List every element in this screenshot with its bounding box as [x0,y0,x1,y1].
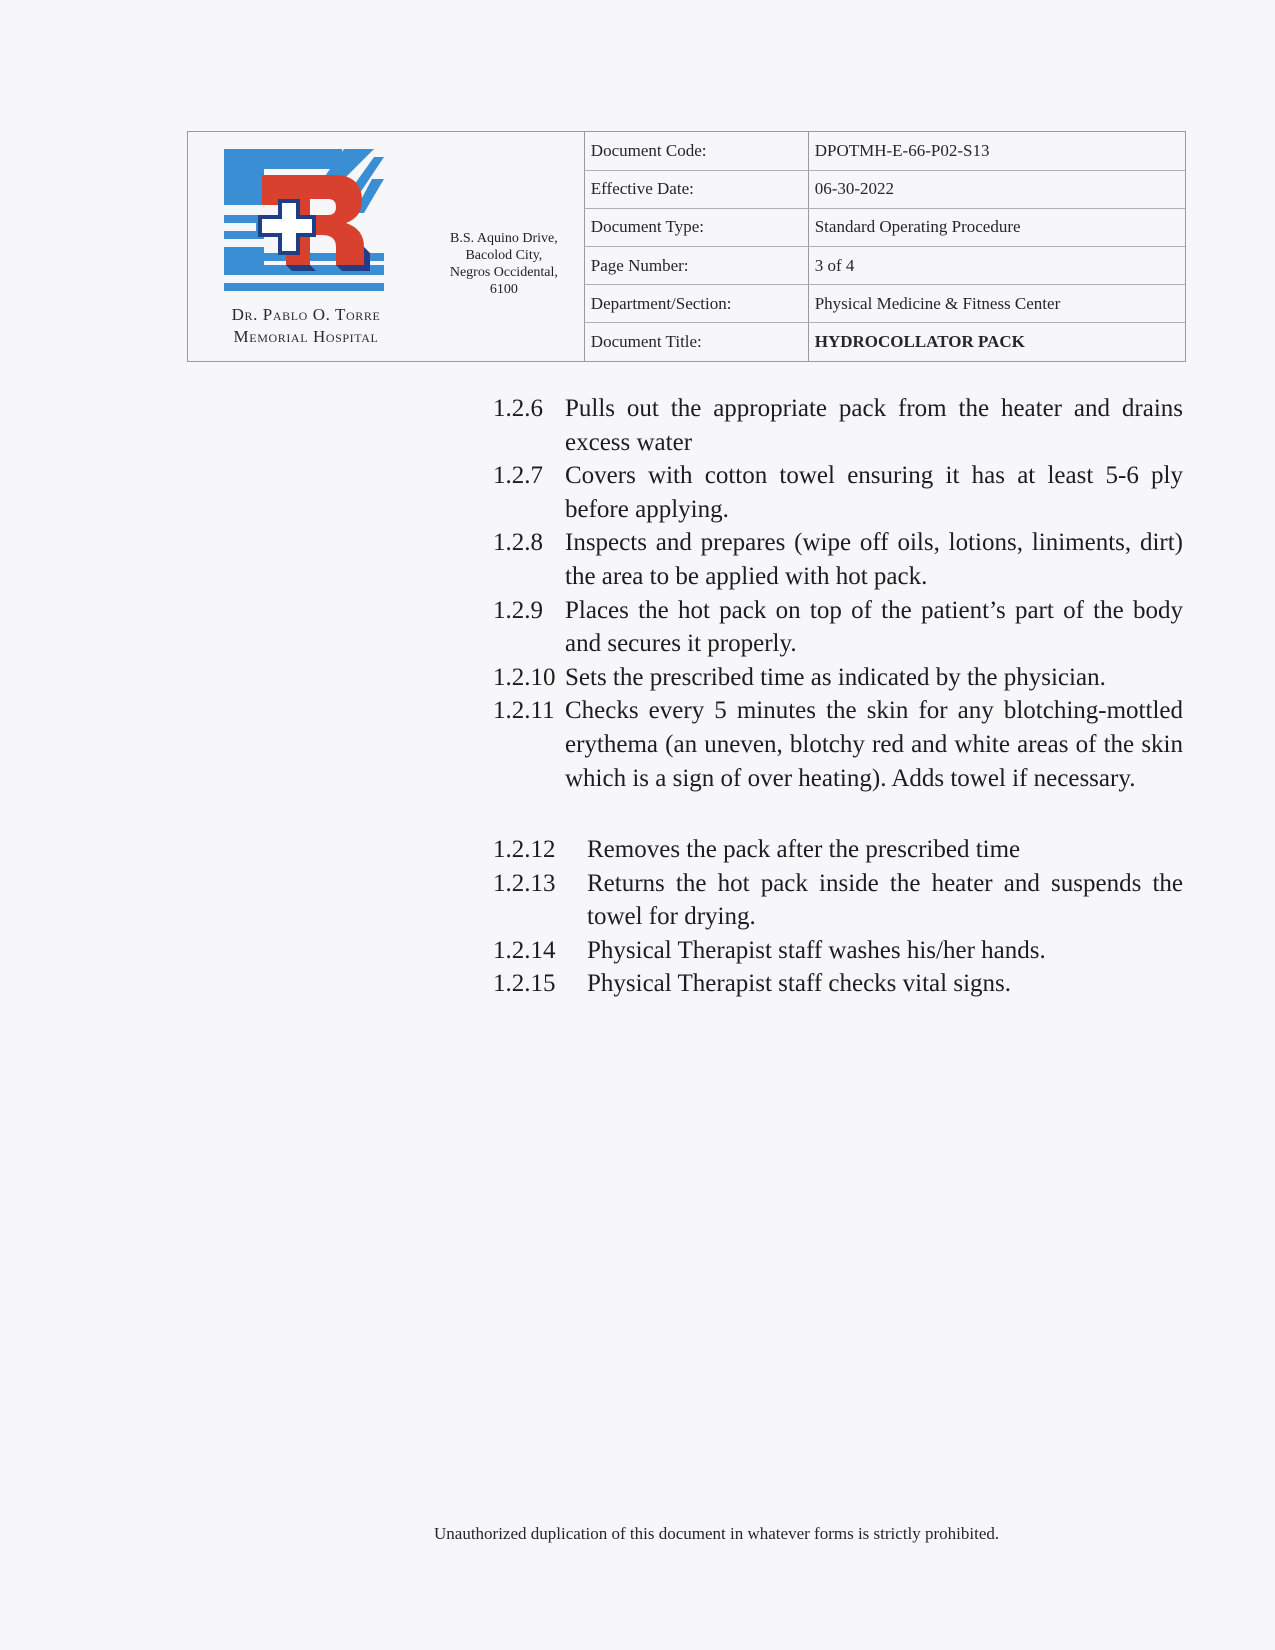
step-text: Pulls out the appropriate pack from the heater and drains excess water [565,395,1183,456]
info-value: DPOTMH-E-66-P02-S13 [808,132,1185,170]
procedure-step [493,867,1183,934]
address-line: Bacolod City, [465,248,543,263]
info-value: Physical Medicine & Fitness Center [808,285,1185,323]
hospital-name [188,304,424,348]
procedure-steps-list [493,392,1183,795]
step-text: Physical Therapist staff checks vital signs. [587,970,1011,998]
info-label: Document Title: [584,323,808,361]
info-row [584,170,1185,208]
step-text: Covers with cotton towel ensuring it has at least 5-6 ply before applying. [565,462,1183,523]
step-number: 1.2.7 [493,462,543,490]
info-row [584,323,1185,361]
step-number: 1.2.6 [493,395,543,422]
hospital-logo [224,149,384,301]
info-label: Document Type: [584,208,808,246]
info-row [584,285,1185,323]
step-text: Returns the hot pack inside the heater and suspends the towel for drying. [587,869,1183,931]
document-header [187,131,1186,362]
info-row [584,246,1185,284]
step-text: Places the hot pack on top of the patient’s part of the body and secures it properly. [565,596,1183,658]
procedure-step [493,694,1183,795]
step-text: Removes the pack after the prescribed time [587,836,1021,863]
info-row [584,208,1185,246]
procedure-step [493,392,1183,459]
step-number: 1.2.8 [493,529,543,557]
step-number: 1.2.11 [493,697,555,725]
procedure-steps-list-continued [493,833,1183,1001]
step-number: 1.2.13 [493,869,556,897]
hospital-address [424,230,584,298]
info-label: Page Number: [584,246,808,284]
step-number: 1.2.15 [493,970,556,998]
procedure-step [493,594,1183,661]
step-text: Checks every 5 minutes the skin for any blotching-mottled erythema (an uneven, blotchy red and white areas of the skin which is a sign of over heating). Adds towel if necessary. [565,697,1183,792]
info-value: Standard Operating Procedure [808,208,1185,246]
info-value: 3 of 4 [808,246,1185,284]
hospital-name-line1: Dr. Pablo O. Torre [231,305,381,324]
info-label: Document Code: [584,132,808,170]
hospital-name-line2: Memorial Hospital [233,327,379,346]
info-row [584,132,1185,170]
procedure-step [493,526,1183,593]
address-line: B.S. Aquino Drive, [450,231,558,246]
step-text: Sets the prescribed time as indicated by the physician. [565,663,1106,691]
step-number: 1.2.14 [493,936,556,964]
info-label: Department/Section: [584,285,808,323]
address-line: 6100 [489,282,518,297]
procedure-step [493,967,1183,1001]
step-text: Inspects and prepares (wipe off oils, lotions, liniments, dirt) the area to be applied with hot pack. [565,529,1183,590]
document-info-table [584,132,1185,361]
step-number: 1.2.12 [493,836,556,863]
info-label: Effective Date: [584,170,808,208]
procedure-step [493,934,1183,968]
step-text: Physical Therapist staff washes his/her hands. [587,936,1046,964]
document-title-value: HYDROCOLLATOR PACK [814,332,1025,352]
address-line: Negros Occidental, [449,265,558,280]
step-number: 1.2.9 [493,596,543,624]
logo-cell [188,132,424,361]
info-value: 06-30-2022 [808,170,1185,208]
procedure-step [493,661,1183,695]
address-cell [424,132,584,361]
procedure-step [493,459,1183,526]
footer-notice: Unauthorized duplication of this document in whatever forms is strictly prohibited. [434,1524,1000,1543]
step-number: 1.2.10 [493,663,556,691]
procedure-step [493,833,1183,867]
